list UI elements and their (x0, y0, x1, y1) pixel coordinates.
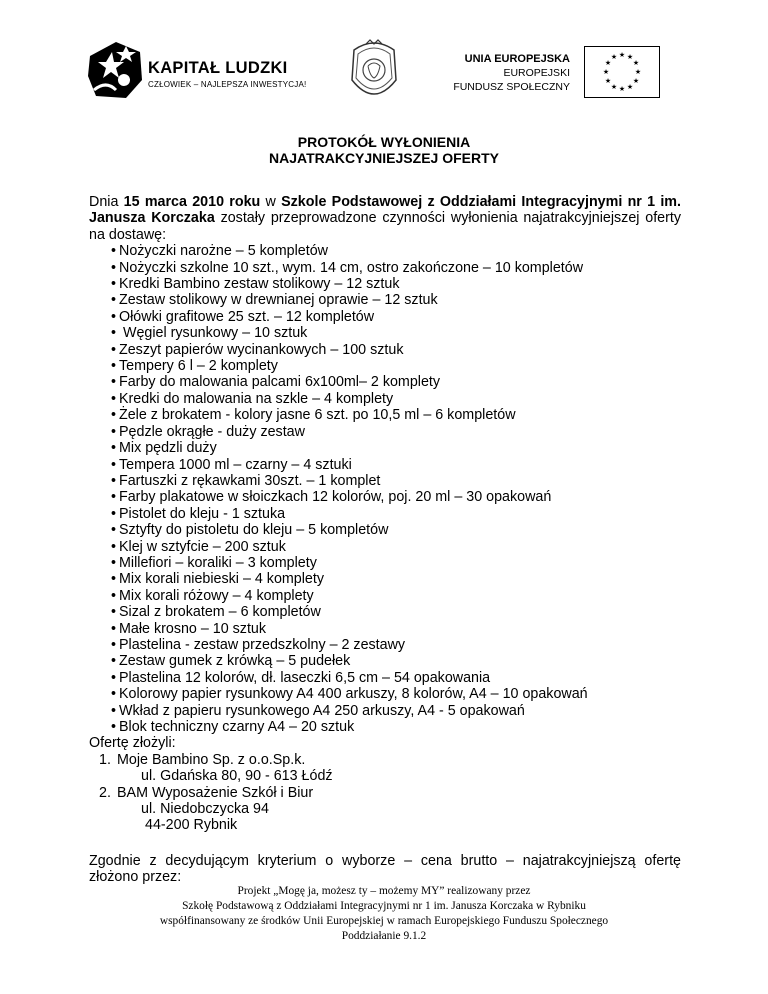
offers-list (89, 752, 681, 834)
offers-title: Ofertę złożyli: (89, 735, 176, 752)
list-item: • Mix pędzli duży (89, 440, 681, 456)
eu-line1: UNIA EUROPEJSKA (464, 53, 570, 65)
list-item: • Millefiori – koraliki – 3 komplety (89, 555, 681, 571)
offer-item (89, 785, 681, 801)
list-item: • Ołówki grafitowe 25 szt. – 12 kompletów (89, 309, 681, 325)
list-item: • Fartuszki z rękawkami 30szt. – 1 komplet (89, 473, 681, 489)
list-item: • Sztyfty do pistoletu do kleju – 5 kompletów (89, 522, 681, 538)
list-item: • Plastelina 12 kolorów, dł. laseczki 6,5 cm – 54 opakowania (89, 670, 681, 686)
svg-text:★: ★ (634, 68, 642, 76)
footer-line2: Szkołę Podstawową z Oddziałami Integracyjnymi nr 1 im. Janusza Korczaka w Rybniku (182, 900, 586, 912)
svg-text:★: ★ (604, 77, 612, 85)
intro-text-3: zostały przeprowadzone czynności wyłonienia najatrakcyjniejszej oferty na dostawę: (89, 210, 681, 243)
protocol-body (89, 194, 681, 834)
conclusion-paragraph: Zgodnie z decydującym kryterium o wyborze – cena brutto – najatrakcyjniejszą ofertę złożono przez: (89, 853, 681, 886)
list-item: • Pistolet do kleju - 1 sztuka (89, 506, 681, 522)
offer-number: 2. (99, 784, 111, 801)
list-item: • Małe krosno – 10 sztuk (89, 621, 681, 637)
list-item: • Blok techniczny czarny A4 – 20 sztuk (89, 719, 681, 735)
svg-text:★: ★ (632, 77, 640, 85)
kapital-ludzki-subtitle: CZŁOWIEK – NAJLEPSZA INWESTYCJA! (148, 80, 307, 89)
eu-fund-text (444, 52, 570, 94)
intro-paragraph (89, 194, 681, 243)
list-item: • Kredki Bambino zestaw stolikowy – 12 sztuk (89, 276, 681, 292)
list-item: • Kolorowy papier rysunkowy A4 400 arkuszy, 8 kolorów, A4 – 10 opakowań (89, 686, 681, 702)
list-item: • Żele z brokatem - kolory jasne 6 szt. po 10,5 ml – 6 kompletów (89, 407, 681, 423)
list-item: • Mix korali niebieski – 4 komplety (89, 571, 681, 587)
intro-text-2: w (260, 194, 282, 210)
footer-line1: Projekt „Mogę ja, możesz ty – możemy MY” realizowany przez (237, 885, 531, 897)
eu-flag-icon (584, 46, 660, 98)
kapital-ludzki-title: KAPITAŁ LUDZKI (148, 59, 288, 77)
intro-text-1: Dnia (89, 194, 124, 210)
kapital-ludzki-logo (86, 40, 326, 100)
list-item: • Kredki do malowania na szkle – 4 komplety (89, 391, 681, 407)
footer-line3: współfinansowany ze środków Unii Europejskiej w ramach Europejskiego Funduszu Społecznego (159, 915, 609, 927)
svg-text:★: ★ (626, 83, 634, 91)
svg-text:★: ★ (618, 85, 626, 93)
svg-text:★: ★ (618, 51, 626, 59)
list-item: • Zeszyt papierów wycinankowych – 100 sztuk (89, 342, 681, 358)
items-list (89, 243, 681, 735)
list-item: • Mix korali różowy – 4 komplety (89, 588, 681, 604)
svg-text:★: ★ (602, 68, 610, 76)
document-title-line1: PROTOKÓŁ WYŁONIENIA (297, 134, 471, 150)
list-item: • Tempera 1000 ml – czarny – 4 sztuki (89, 457, 681, 473)
list-item: • Nożyczki narożne – 5 kompletów (89, 243, 681, 259)
list-item: • Farby plakatowe w słoiczkach 12 kolorów, poj. 20 ml – 30 opakowań (89, 489, 681, 505)
offer-item (89, 752, 681, 768)
offer-company: BAM Wyposażenie Szkół i Biur (117, 784, 314, 801)
offer-address: ul. Niedobczycka 94 (141, 801, 269, 818)
list-item: • Klej w sztyfcie – 200 sztuk (89, 539, 681, 555)
list-item: • Plastelina - zestaw przedszkolny – 2 zestawy (89, 637, 681, 653)
offer-address: ul. Gdańska 80, 90 - 613 Łódź (141, 768, 333, 785)
svg-text:★: ★ (632, 59, 640, 67)
list-item: • Wkład z papieru rysunkowego A4 250 arkuszy, A4 - 5 opakowań (89, 703, 681, 719)
svg-text:★: ★ (604, 59, 612, 67)
list-item: • Tempery 6 l – 2 komplety (89, 358, 681, 374)
offer-number: 1. (99, 751, 111, 768)
list-item: • Zestaw gumek z krówką – 5 pudełek (89, 653, 681, 669)
eu-line2: EUROPEJSKI (503, 67, 570, 79)
svg-text:★: ★ (626, 53, 634, 61)
footer (0, 884, 768, 944)
document-title-line2: NAJATRAKCYJNIEJSZEJ OFERTY (268, 150, 499, 166)
kapital-ludzki-emblem-icon (86, 40, 144, 100)
list-item: • Sizal z brokatem – 6 kompletów (89, 604, 681, 620)
school-seal-icon (342, 36, 406, 108)
list-item: • Zestaw stolikowy w drewnianej oprawie – 12 sztuk (89, 292, 681, 308)
svg-text:★: ★ (610, 83, 618, 91)
eu-line3: FUNDUSZ SPOŁECZNY (453, 81, 570, 93)
intro-school: Szkole Podstawowej z Oddziałami Integracyjnymi nr 1 im. Janusza Korczaka (89, 194, 681, 227)
intro-date: 15 marca 2010 roku (123, 194, 261, 210)
offer-company: Moje Bambino Sp. z o.o.Sp.k. (117, 751, 306, 768)
footer-line4: Poddziałanie 9.1.2 (341, 930, 427, 942)
svg-text:★: ★ (610, 53, 618, 61)
list-item: • Farby do malowania palcami 6x100ml– 2 komplety (89, 374, 681, 390)
list-item: • Węgiel rysunkowy – 10 sztuk (89, 325, 681, 341)
list-item: • Pędzle okrągłe - duży zestaw (89, 424, 681, 440)
offer-address: 44-200 Rybnik (145, 817, 238, 834)
list-item: • Nożyczki szkolne 10 szt., wym. 14 cm, ostro zakończone – 10 kompletów (89, 260, 681, 276)
